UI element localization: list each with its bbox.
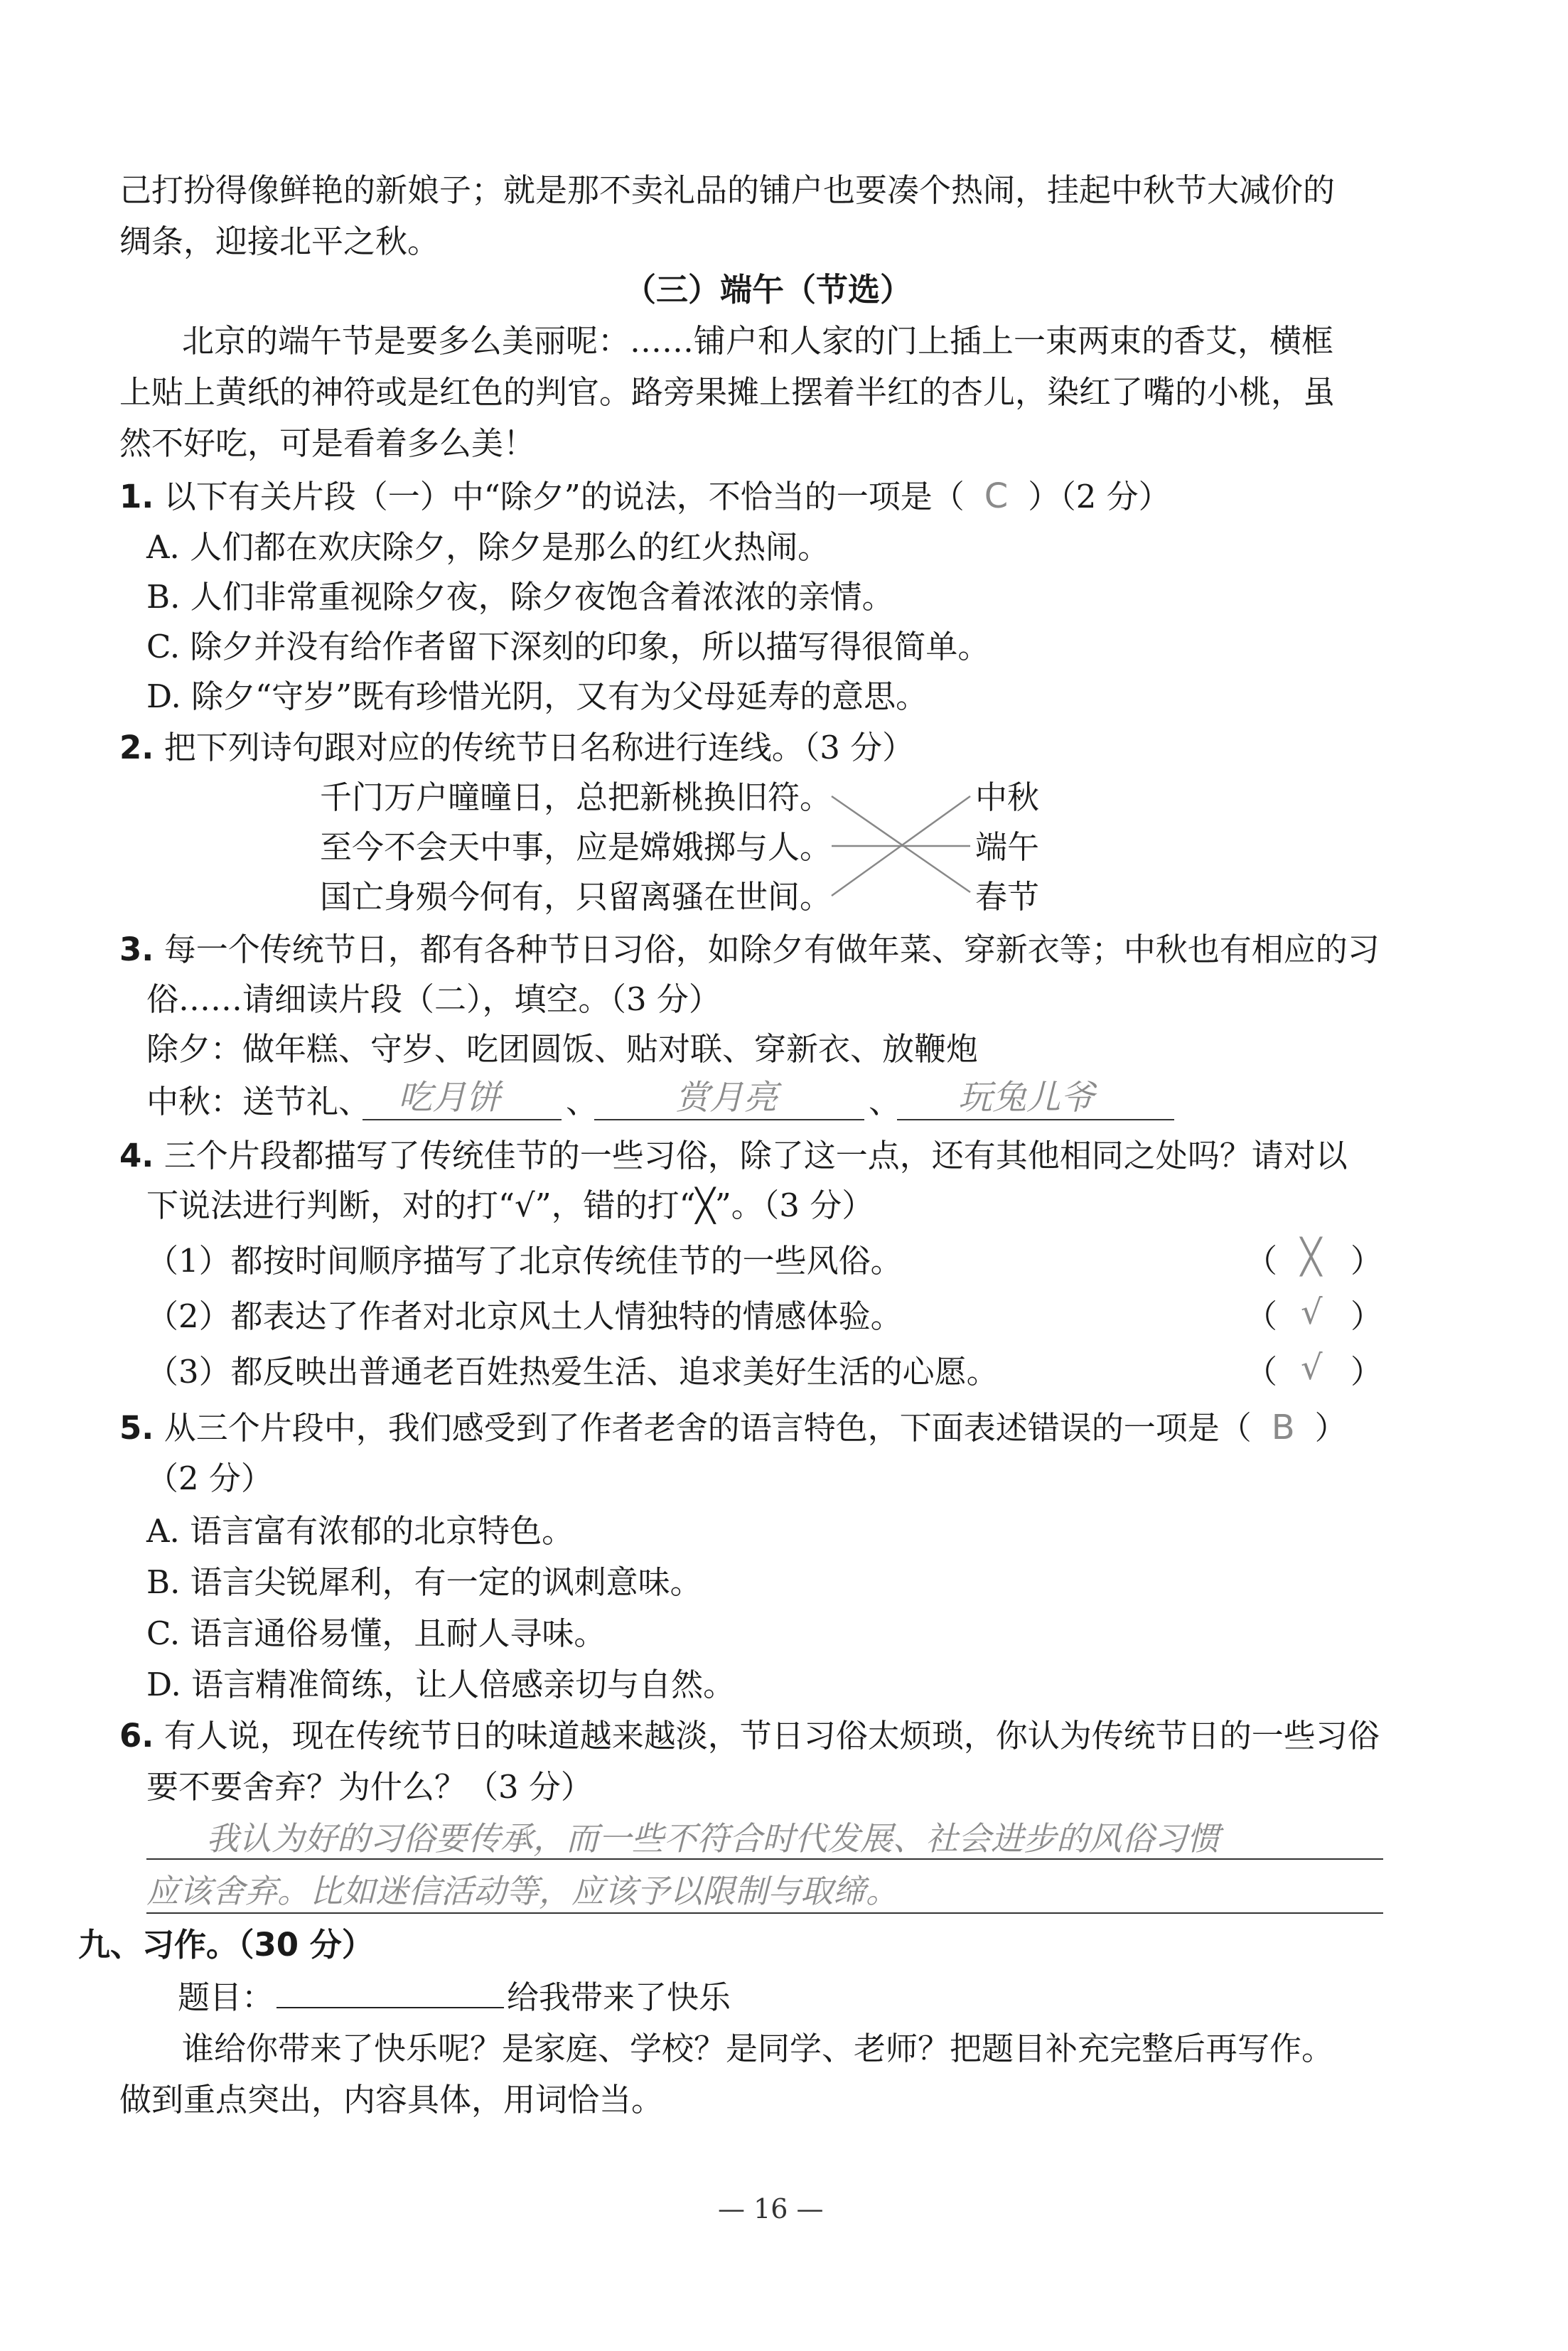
poem-line: 千门万户曈曈日，总把新桃换旧符。 xyxy=(320,778,832,816)
passage-line: 绸条，迎接北平之秋。 xyxy=(119,223,440,260)
section-title: （三）端午（节选） xyxy=(624,271,913,309)
zhongqiu-label: 中秋：送节礼、 xyxy=(146,1083,371,1120)
passage-line: 然不好吃，可是看着多么美！ xyxy=(119,424,536,462)
passage-line: 己打扮得像鲜艳的新娘子；就是那不卖礼品的铺户也要凑个热闹，挂起中秋节大减价的 xyxy=(119,171,1336,209)
stem-text: 把下列诗句跟对应的传统节日名称进行连线。（3 分） xyxy=(163,729,915,766)
poem-line: 至今不会天中事，应是嫦娥掷与人。 xyxy=(320,828,832,866)
paren-open: （ xyxy=(1245,1242,1278,1280)
question-number: 2. xyxy=(119,729,154,766)
separator: 、 xyxy=(566,1083,598,1120)
handwritten-answer: 应该舍弃。比如迷信活动等，应该予以限制与取缔。 xyxy=(146,1872,898,1910)
festival-name: 端午 xyxy=(975,828,1040,866)
passage-line: 上贴上黄纸的神符或是红色的判官。路旁果摊上摆着半红的杏儿，染红了嘴的小桃，虽 xyxy=(119,373,1336,411)
question-2-stem xyxy=(119,727,914,769)
title-blank[interactable] xyxy=(276,1980,504,2008)
question-3-stem-cont: 俗……请细读片段（二），填空。（3 分） xyxy=(146,980,721,1018)
judgement-item: （3）都反映出普通老百姓热爱生活、追求美好生活的心愿。 xyxy=(146,1353,999,1391)
page-number: — 16 — xyxy=(718,2193,824,2224)
option: D. 除夕“守岁”既有珍惜光阴，又有为父母延寿的意思。 xyxy=(146,678,928,715)
question-number: 3. xyxy=(119,931,154,968)
question-5-stem xyxy=(119,1406,1347,1450)
essay-instruction: 做到重点突出，内容具体，用词恰当。 xyxy=(119,2081,664,2119)
paren-close: ） xyxy=(1350,1297,1383,1335)
essay-prompt xyxy=(178,1976,731,2019)
handwritten-mark: √ xyxy=(1301,1292,1323,1332)
section-title: 九、习作。（30 分） xyxy=(78,1926,374,1964)
answer-underline xyxy=(146,1912,1383,1914)
question-number: 4. xyxy=(119,1137,154,1174)
stem-text: ） xyxy=(1314,1409,1347,1447)
stem-text: 以下有关片段（一）中“除夕”的说法，不恰当的一项是（ xyxy=(163,478,965,515)
stem-text: 有人说，现在传统节日的味道越来越淡，节日习俗太烦琐，你认为传统节日的一些习俗 xyxy=(163,1717,1380,1755)
paren-close: ） xyxy=(1350,1242,1383,1280)
question-4-stem-cont: 下说法进行判断，对的打“√”，错的打“╳”。（3 分） xyxy=(146,1187,874,1224)
question-6-stem xyxy=(119,1715,1380,1757)
handwritten-mark: ╳ xyxy=(1301,1237,1321,1277)
handwritten-answer: 赏月亮 xyxy=(675,1078,778,1118)
answer-underline xyxy=(146,1858,1383,1860)
handwritten-answer: 玩兔儿爷 xyxy=(958,1078,1095,1118)
chuxi-customs: 除夕：做年糕、守岁、吃团圆饭、贴对联、穿新衣、放鞭炮 xyxy=(146,1030,979,1068)
paren-close: ） xyxy=(1350,1353,1383,1391)
handwritten-answer: C xyxy=(984,476,1009,516)
question-number: 1. xyxy=(119,478,154,515)
question-3-stem xyxy=(119,928,1380,971)
question-1-stem xyxy=(119,475,1171,518)
judgement-item: （2）都表达了作者对北京风土人情独特的情感体验。 xyxy=(146,1297,903,1335)
festival-name: 春节 xyxy=(975,878,1040,916)
option: D. 语言精准简练，让人倍感亲切与自然。 xyxy=(146,1666,736,1703)
option: A. 人们都在欢庆除夕，除夕是那么的红火热闹。 xyxy=(146,528,830,566)
option: A. 语言富有浓郁的北京特色。 xyxy=(146,1512,574,1550)
paren-open: （ xyxy=(1245,1353,1278,1391)
option: C. 除夕并没有给作者留下深刻的印象，所以描写得很简单。 xyxy=(146,628,990,665)
stem-text: ）（2 分） xyxy=(1028,478,1171,515)
option: B. 语言尖锐犀利，有一定的讽刺意味。 xyxy=(146,1563,702,1601)
paren-open: （ xyxy=(1245,1297,1278,1335)
prompt-tail: 给我带来了快乐 xyxy=(507,1978,731,2016)
stem-text: 三个片段都描写了传统佳节的一些习俗，除了这一点，还有其他相同之处吗？请对以 xyxy=(163,1137,1348,1174)
essay-instruction: 谁给你带来了快乐呢？是家庭、学校？是同学、老师？把题目补充完整后再写作。 xyxy=(182,2030,1334,2067)
prompt-label: 题目： xyxy=(178,1978,274,2016)
handwritten-answer: B xyxy=(1271,1408,1295,1447)
question-4-stem xyxy=(119,1135,1348,1177)
option: C. 语言通俗易懂，且耐人寻味。 xyxy=(146,1614,606,1652)
separator: 、 xyxy=(869,1083,901,1120)
question-number: 6. xyxy=(119,1717,154,1755)
answer-underline xyxy=(897,1119,1174,1120)
passage-line: 北京的端午节是要多么美丽呢：……铺户和人家的门上插上一束两束的香艾，横框 xyxy=(182,322,1334,360)
handwritten-answer: 吃月饼 xyxy=(398,1078,501,1118)
judgement-item: （1）都按时间顺序描写了北京传统佳节的一些风俗。 xyxy=(146,1242,903,1280)
question-6-stem-cont: 要不要舍弃？为什么？（3 分） xyxy=(146,1768,593,1806)
matching-lines xyxy=(817,782,981,917)
stem-text: 每一个传统节日，都有各种节日习俗，如除夕有做年菜、穿新衣等；中秋也有相应的习 xyxy=(163,931,1380,968)
option: B. 人们非常重视除夕夜，除夕夜饱含着浓浓的亲情。 xyxy=(146,578,894,616)
handwritten-mark: √ xyxy=(1301,1348,1323,1388)
question-number: 5. xyxy=(119,1409,154,1447)
festival-name: 中秋 xyxy=(975,778,1040,816)
handwritten-answer: 我认为好的习俗要传承，而一些不符合时代发展、社会进步的风俗习惯 xyxy=(206,1819,1220,1858)
stem-text: 从三个片段中，我们感受到了作者老舍的语言特色，下面表述错误的一项是（ xyxy=(163,1409,1252,1447)
poem-line: 国亡身殒今何有，只留离骚在世间。 xyxy=(320,878,832,916)
answer-underline xyxy=(363,1119,562,1120)
answer-underline xyxy=(594,1119,864,1120)
question-5-score: （2 分） xyxy=(146,1460,273,1497)
